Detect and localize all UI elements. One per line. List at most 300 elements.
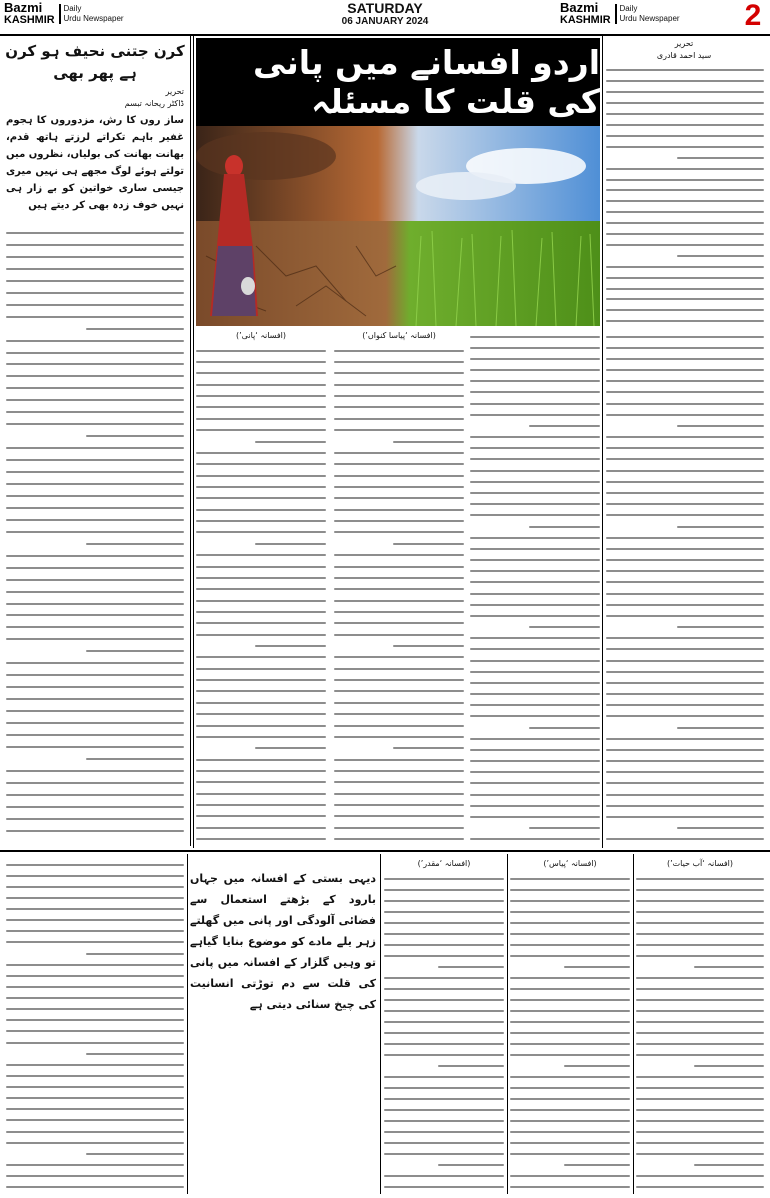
text-line [384, 1043, 504, 1045]
text-line [510, 944, 630, 946]
text-line [694, 966, 764, 968]
text-line [334, 395, 464, 397]
text-line [334, 418, 464, 420]
text-line [510, 1109, 630, 1111]
text-line [334, 372, 464, 374]
text-line [334, 668, 464, 670]
text-line [6, 555, 184, 557]
text-line [510, 1054, 630, 1056]
text-line [196, 611, 326, 613]
text-line [334, 384, 464, 386]
text-line [510, 1021, 630, 1023]
text-line [384, 1032, 504, 1034]
text-line [6, 897, 184, 899]
text-line [196, 475, 326, 477]
text-line [606, 380, 764, 382]
text-line [6, 986, 184, 988]
side-article-headline: کرن جتنی نحیف ہو کرن ہے پھر بھی [5, 42, 185, 82]
text-line [393, 543, 465, 545]
text-line [510, 999, 630, 1001]
text-line [529, 626, 601, 628]
text-line [606, 336, 764, 338]
text-line [636, 977, 764, 979]
text-line [6, 1064, 184, 1066]
text-line [196, 713, 326, 715]
issue-date: 06 JANUARY 2024 [341, 16, 429, 27]
text-line [510, 922, 630, 924]
text-line [636, 1054, 764, 1056]
text-line [470, 436, 600, 438]
text-line [510, 988, 630, 990]
text-line [606, 749, 764, 751]
brand-tagline-right [615, 4, 680, 24]
brand-logo-right [560, 2, 611, 26]
text-line [636, 889, 764, 891]
text-line [393, 441, 465, 443]
text-line [334, 531, 464, 533]
text-line [510, 1098, 630, 1100]
side-article-author [0, 86, 190, 110]
text-line [196, 418, 326, 420]
text-line [6, 1086, 184, 1088]
text-line [6, 864, 184, 866]
text-line [636, 1087, 764, 1089]
text-line [6, 746, 184, 748]
text-line [510, 1131, 630, 1133]
text-line [384, 1142, 504, 1144]
text-line [636, 1186, 764, 1188]
text-line [606, 715, 764, 717]
text-line [334, 497, 464, 499]
side-article-intro: ساز روں کا رش، مزدوروں کا ہجوم غفیر باہم تکراتے لرزتے ہاتھ قدم، بھانت بھانت کی بولیاں، نظروں میں تولتے ہوئے لوگ مجھے ہی نہیں میری جیسی ساری خواتین کو بے زار ہی نہیں خوف زدہ بھی کر دیتے ہیں [6, 115, 184, 211]
text-line [255, 747, 327, 749]
text-line [334, 520, 464, 522]
text-line [6, 674, 184, 676]
text-line [196, 793, 326, 795]
text-line [6, 567, 184, 569]
text-line [606, 559, 764, 561]
text-line [196, 736, 326, 738]
side-article [0, 36, 191, 846]
text-line [86, 543, 184, 545]
text-line [470, 414, 600, 416]
text-line [6, 423, 184, 425]
text-line [196, 781, 326, 783]
text-line [6, 483, 184, 485]
text-line [606, 660, 764, 662]
brand-line2: KASHMIR [4, 14, 55, 26]
text-line [196, 690, 326, 692]
text-line [636, 944, 764, 946]
text-line [334, 577, 464, 579]
text-line [6, 268, 184, 270]
text-line [384, 1021, 504, 1023]
text-line [470, 760, 600, 762]
text-line [606, 391, 764, 393]
text-line [529, 827, 601, 829]
text-line [6, 698, 184, 700]
text-line [86, 328, 184, 330]
text-line [694, 1164, 764, 1166]
reference-label: (افسانہ ‘پیاسا کنواں’) [362, 331, 436, 340]
text-line [6, 1042, 184, 1044]
text-line [255, 543, 327, 545]
text-line [677, 727, 764, 729]
text-line [510, 1142, 630, 1144]
text-line [393, 645, 465, 647]
feature-body-column-1 [606, 64, 764, 326]
text-line [606, 794, 764, 796]
text-line [6, 626, 184, 628]
text-line [334, 736, 464, 738]
text-line [196, 656, 326, 658]
text-line [529, 425, 601, 427]
text-line [636, 1021, 764, 1023]
text-line [334, 452, 464, 454]
text-line [470, 805, 600, 807]
text-line [606, 211, 764, 213]
text-line [255, 645, 327, 647]
feature-body-bottom-column-1 [6, 858, 184, 1192]
text-line [510, 1076, 630, 1078]
text-line [6, 662, 184, 664]
text-line [470, 593, 600, 595]
text-line [510, 1120, 630, 1122]
text-line [470, 514, 600, 516]
text-line [606, 168, 764, 170]
text-line [6, 908, 184, 910]
text-line [334, 509, 464, 511]
text-line [6, 806, 184, 808]
text-line [470, 347, 600, 349]
text-line [677, 526, 764, 528]
text-line [6, 399, 184, 401]
text-line [606, 838, 764, 840]
text-line [384, 1175, 504, 1177]
text-line [384, 977, 504, 979]
text-line [636, 911, 764, 913]
text-line [606, 146, 764, 148]
text-line [6, 1108, 184, 1110]
text-line [384, 1109, 504, 1111]
text-line [636, 1109, 764, 1111]
text-line [384, 922, 504, 924]
text-line [606, 671, 764, 673]
text-line [196, 725, 326, 727]
text-line [196, 634, 326, 636]
text-line [334, 690, 464, 692]
text-line [384, 944, 504, 946]
column-rule [193, 36, 194, 848]
text-line [470, 637, 600, 639]
text-line [196, 815, 326, 817]
text-line [196, 531, 326, 533]
text-line [6, 471, 184, 473]
text-line [384, 1098, 504, 1100]
text-line [6, 304, 184, 306]
text-line [384, 933, 504, 935]
text-line [6, 1142, 184, 1144]
text-line [606, 414, 764, 416]
reference-label: (افسانہ ‘پیاس’) [543, 859, 597, 868]
text-line [606, 80, 764, 82]
text-line [6, 1175, 184, 1177]
text-line [6, 375, 184, 377]
text-line [529, 526, 601, 528]
feature-body-bottom-column-4 [636, 872, 764, 1192]
text-line [6, 387, 184, 389]
text-line [606, 113, 764, 115]
text-line [196, 406, 326, 408]
text-line [196, 566, 326, 568]
text-line [510, 1087, 630, 1089]
text-line [636, 1010, 764, 1012]
text-line [470, 749, 600, 751]
column-rule [633, 854, 634, 1194]
text-line [636, 1098, 764, 1100]
text-line [470, 682, 600, 684]
feature-body-column-4 [470, 330, 600, 844]
text-line [606, 782, 764, 784]
text-line [470, 693, 600, 695]
text-line [606, 189, 764, 191]
text-line [636, 1175, 764, 1177]
text-line [636, 878, 764, 880]
text-line [6, 782, 184, 784]
text-line [694, 1065, 764, 1067]
text-line [6, 830, 184, 832]
text-line [384, 1186, 504, 1188]
masthead [0, 0, 770, 36]
feature-body-bottom-column-2 [384, 872, 504, 1192]
text-line [438, 1164, 504, 1166]
text-line [334, 566, 464, 568]
text-line [6, 1164, 184, 1166]
text-line [334, 781, 464, 783]
text-line [606, 816, 764, 818]
text-line [334, 554, 464, 556]
text-line [196, 759, 326, 761]
text-line [606, 69, 764, 71]
feature-photo [196, 126, 600, 326]
text-line [384, 988, 504, 990]
text-line [334, 679, 464, 681]
text-line [255, 441, 327, 443]
reference-label: (افسانہ ‘آب حیات’) [666, 859, 734, 868]
text-line [510, 933, 630, 935]
text-line [6, 1008, 184, 1010]
text-line [470, 816, 600, 818]
column-rule [507, 854, 508, 1194]
text-line [6, 1030, 184, 1032]
text-line [6, 1075, 184, 1077]
text-line [606, 470, 764, 472]
text-line [196, 429, 326, 431]
text-line [393, 747, 465, 749]
text-line [6, 340, 184, 342]
text-line [6, 256, 184, 258]
text-line [86, 758, 184, 760]
text-line [636, 999, 764, 1001]
text-line [86, 953, 184, 955]
text-line [470, 403, 600, 405]
text-line [196, 463, 326, 465]
text-line [196, 577, 326, 579]
text-line [6, 722, 184, 724]
text-line [334, 656, 464, 658]
text-line [334, 827, 464, 829]
text-line [606, 244, 764, 246]
feature-byline [604, 38, 764, 62]
text-line [334, 611, 464, 613]
text-line [677, 425, 764, 427]
text-line [564, 1065, 630, 1067]
text-line [6, 495, 184, 497]
text-line [384, 911, 504, 913]
text-line [606, 548, 764, 550]
text-line [6, 638, 184, 640]
text-line [438, 966, 504, 968]
text-line [196, 486, 326, 488]
text-line [6, 280, 184, 282]
text-line [470, 704, 600, 706]
text-line [6, 614, 184, 616]
text-line [196, 838, 326, 840]
masthead-brand-right [560, 2, 680, 26]
text-line [6, 941, 184, 943]
text-line [384, 955, 504, 957]
text-line [606, 91, 764, 93]
text-line [196, 827, 326, 829]
text-line [384, 1010, 504, 1012]
text-line [636, 1153, 764, 1155]
text-line [510, 977, 630, 979]
text-line [606, 637, 764, 639]
reference-label: (افسانہ ‘پانی’) [236, 331, 286, 340]
text-line [6, 1019, 184, 1021]
text-line [334, 770, 464, 772]
text-line [606, 403, 764, 405]
brand-tagline [59, 4, 124, 24]
text-line [470, 481, 600, 483]
text-line [334, 588, 464, 590]
text-line [6, 997, 184, 999]
text-line [6, 244, 184, 246]
text-line [606, 179, 764, 181]
text-line [438, 1065, 504, 1067]
text-line [470, 380, 600, 382]
text-line [6, 232, 184, 234]
text-line [334, 475, 464, 477]
text-line [606, 704, 764, 706]
text-line [334, 406, 464, 408]
text-line [606, 447, 764, 449]
text-line [606, 369, 764, 371]
text-line [6, 603, 184, 605]
tagline-line2-right: Urdu Newspaper [619, 14, 680, 23]
text-line [6, 818, 184, 820]
text-line [606, 593, 764, 595]
text-line [636, 900, 764, 902]
text-line [606, 436, 764, 438]
feature-title-banner [196, 38, 600, 126]
text-line [606, 604, 764, 606]
column-rule [380, 854, 381, 1194]
text-line [384, 889, 504, 891]
text-line [470, 391, 600, 393]
section-divider [0, 850, 770, 852]
text-line [384, 1087, 504, 1089]
text-line [470, 581, 600, 583]
text-line [606, 693, 764, 695]
side-author-label: تحریر [165, 87, 184, 96]
feature-body-column-5 [606, 330, 764, 844]
text-line [6, 352, 184, 354]
text-line [470, 336, 600, 338]
text-line [606, 124, 764, 126]
text-line [384, 900, 504, 902]
text-line [334, 463, 464, 465]
text-line [606, 771, 764, 773]
text-line [636, 922, 764, 924]
side-article-body [6, 226, 184, 836]
text-line [6, 1097, 184, 1099]
text-line [606, 514, 764, 516]
text-line [6, 1131, 184, 1133]
text-line [606, 503, 764, 505]
text-line [6, 579, 184, 581]
text-line [510, 1043, 630, 1045]
reference-label: (افسانہ ‘مقدر’) [417, 859, 471, 868]
text-line [196, 622, 326, 624]
text-line [470, 648, 600, 650]
text-line [196, 520, 326, 522]
text-line [677, 157, 764, 159]
column-rule [602, 36, 603, 848]
text-line [510, 1032, 630, 1034]
text-line [470, 470, 600, 472]
text-line [636, 1131, 764, 1133]
text-line [196, 668, 326, 670]
text-line [334, 838, 464, 840]
text-line [6, 964, 184, 966]
text-line [636, 1032, 764, 1034]
text-line [606, 288, 764, 290]
text-line [196, 350, 326, 352]
text-line [470, 458, 600, 460]
text-line [334, 815, 464, 817]
text-line [636, 933, 764, 935]
text-line [606, 581, 764, 583]
text-line [6, 519, 184, 521]
text-line [86, 1153, 184, 1155]
text-line [470, 771, 600, 773]
text-line [510, 955, 630, 957]
text-line [6, 591, 184, 593]
text-line [6, 686, 184, 688]
column-rule [187, 854, 188, 1194]
text-line [510, 1153, 630, 1155]
text-line [606, 805, 764, 807]
feature-body-bottom-column-3 [510, 872, 630, 1192]
text-line [196, 679, 326, 681]
text-line [6, 734, 184, 736]
text-line [470, 604, 600, 606]
text-line [470, 615, 600, 617]
text-line [564, 966, 630, 968]
text-line [470, 715, 600, 717]
text-line [470, 794, 600, 796]
